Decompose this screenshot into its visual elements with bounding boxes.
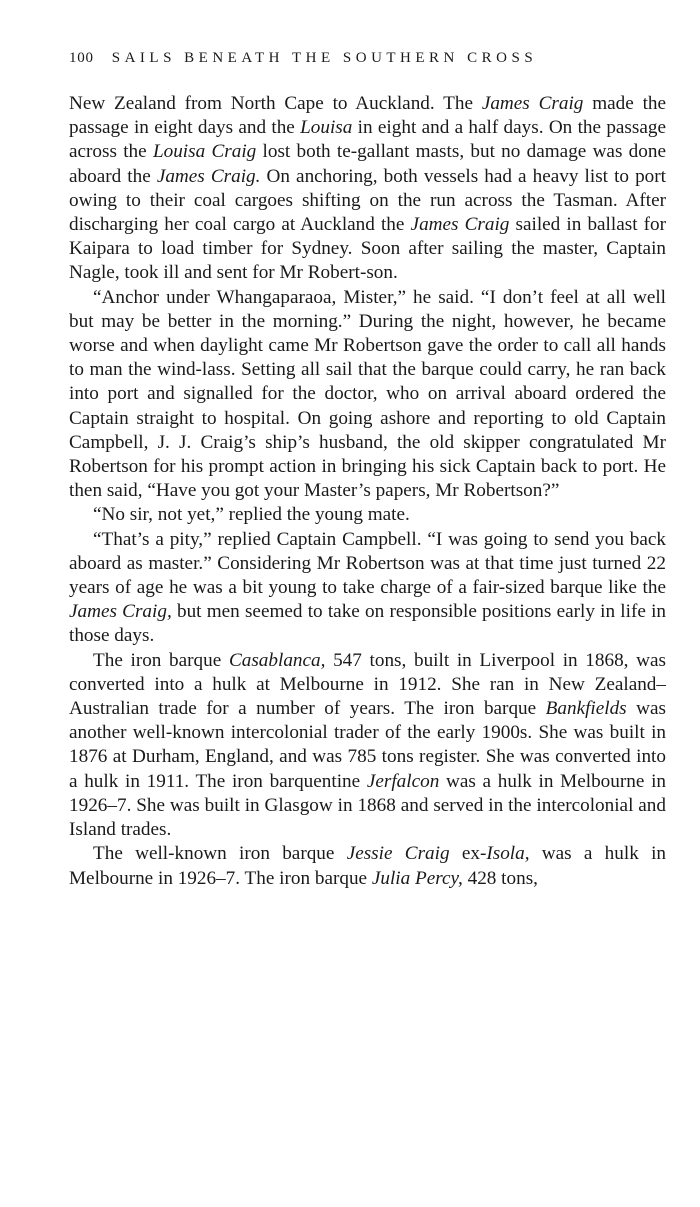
text-run: was a hulk in Melbourne in 1926–7. She was built in Glasgow in 1868 and served in the intercolonial and Island trades. (69, 770, 666, 841)
text-run: “No sir, not yet,” replied the young mate. (93, 504, 410, 526)
italic-run: Bankfields (545, 698, 627, 720)
body-text (69, 92, 666, 891)
text-run: was a hulk in Melbourne in 1926–7. The iron barque (69, 843, 666, 889)
text-run: “That’s a pity,” replied Captain Campbell. “I was going to send you back aboard as master.” Considering Mr Robertson was at that time just turned 22 years of age he was a bit young to take charge of a fair-sized barque like the (69, 528, 666, 599)
italic-run: Jerfalcon (366, 770, 440, 792)
italic-run: James Craig. (156, 165, 261, 187)
italic-run: Louisa Craig (152, 141, 257, 163)
paragraph (69, 503, 666, 527)
italic-run: Isola, (486, 843, 530, 865)
text-run: ex- (449, 843, 487, 865)
paragraph (69, 649, 666, 843)
text-run: The iron barque (93, 649, 229, 671)
paragraph (69, 286, 666, 504)
italic-run: Julia Percy, (371, 867, 463, 889)
italic-run: James Craig (410, 214, 510, 236)
text-run: On anchoring, both vessels had a heavy list to port owing to their coal cargoes shifting on the run across the Tasman. After discharging her coal cargo at Auckland the (69, 165, 666, 236)
italic-run: James Craig (481, 93, 584, 114)
italic-run: James Craig, (69, 601, 172, 623)
text-run: sailed in ballast for Kaipara to load timber for Sydney. Soon after sailing the master, Captain Nagle, took ill and sent for Mr Robert-son. (69, 214, 667, 284)
text-run: 547 tons, built in Liverpool in 1868, was converted into a hulk at Melbourne in 1912. She ran in New Zealand–Australian trade for a number of years. The iron barque (69, 649, 666, 720)
text-run: lost both te-gallant masts, but no damage was done aboard the (69, 141, 666, 187)
running-title: SAILS BENEATH THE SOUTHERN CROSS (111, 50, 538, 66)
text-run: 428 tons, (462, 867, 538, 889)
paragraph (69, 92, 666, 286)
text-run: was another well-known intercolonial trader of the early 1900s. She was built in 1876 at Durham, England, and was 785 tons register. She was converted into a hulk in 1911. The iron barquentine (69, 698, 666, 792)
italic-run: Louisa (300, 117, 353, 139)
paragraph (69, 528, 666, 649)
book-page (69, 50, 666, 891)
italic-run: Casablanca, (228, 649, 326, 671)
text-run: made the passage in eight days and the (69, 93, 667, 139)
running-head (69, 50, 666, 72)
text-run: but men seemed to take on responsible positions early in life in those days. (69, 601, 666, 647)
paragraph (69, 842, 666, 890)
text-run: in eight and a half days. On the passage across the (69, 117, 666, 163)
italic-run: Jessie Craig (346, 843, 450, 865)
text-run: “Anchor under Whangaparaoa, Mister,” he said. “I don’t feel at all well but may be better in the morning.” During the night, however, he became worse and when daylight came Mr Robertson gave the order to call all hands to man the wind-lass. Setting all sail that the barque could carry, he ran back into port and signalled for the doctor, who on arrival aboard ordered the Captain straight to hospital. On going ashore and reporting to old Captain Campbell, J. J. Craig’s ship’s husband, the old skipper congratulated Mr Robertson for his prompt action in bringing his sick Captain back to port. He then said, “Have you got your Master’s papers, Mr Robertson?” (69, 286, 666, 502)
text-run: The well-known iron barque (93, 843, 347, 865)
page-number: 100 (69, 50, 94, 66)
text-run: New Zealand from North Cape to Auckland. The (69, 93, 482, 114)
